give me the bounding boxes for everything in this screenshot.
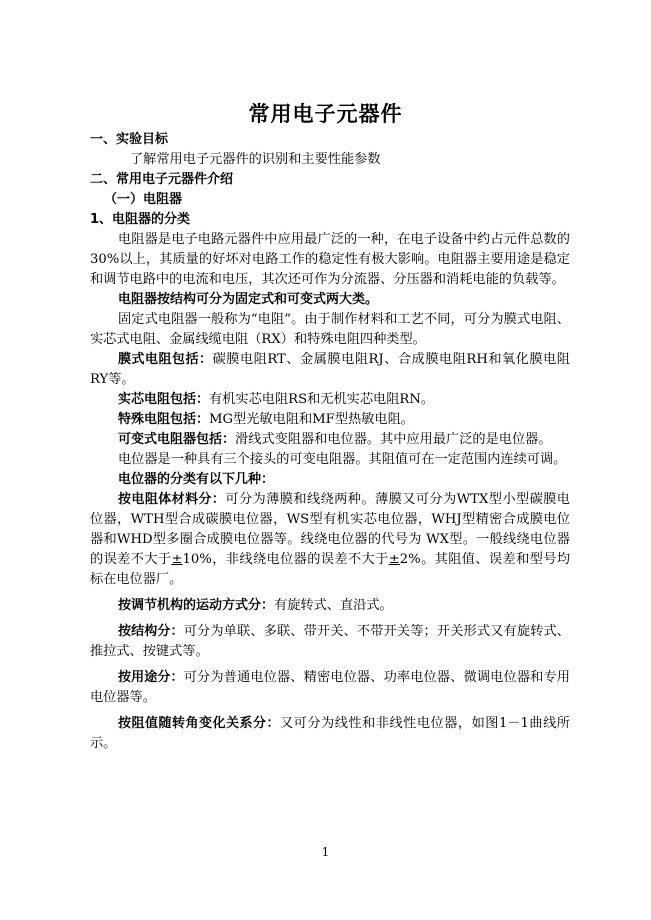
- page-number: 1: [321, 845, 330, 859]
- plus-minus-sign: ±: [388, 552, 400, 567]
- objective-text: 了解常用电子元器件的识别和主要性能参数: [130, 152, 381, 167]
- by-motion-text: 有旋转式、直沿式。: [274, 598, 393, 613]
- document-body: [90, 130, 570, 754]
- paragraph-potentiometer: 电位器是一种具有三个接头的可变电阻器。其阻值可在一定范围内连续可调。: [118, 452, 567, 467]
- paragraph-structure: [90, 290, 570, 310]
- by-structure-label: 按结构分：: [118, 624, 184, 639]
- paragraph-film-resistor: [90, 350, 570, 390]
- by-curve-label: 按阻值随转角变化关系分：: [118, 716, 280, 731]
- by-structure-text: 可分为单联、多联、带开关、不带开关等；开关形式又有旋转式、推拉式、按键式等。: [90, 624, 570, 659]
- film-resistor-label: 膜式电阻包括：: [118, 352, 213, 367]
- by-usage-text: 可分为普通电位器、精密电位器、功率电位器、微调电位器和专用电位器等。: [90, 670, 570, 705]
- page-title: 常用电子元器件: [248, 102, 403, 126]
- paragraph-solid-resistor: [90, 390, 570, 410]
- variable-resistor-label: 可变式电阻器包括：: [118, 432, 236, 447]
- subsection-heading-classification: 1、电阻器的分类: [90, 212, 191, 227]
- section-heading-objective: 一、实验目标: [90, 132, 169, 147]
- special-resistor-text: MG型光敏电阻和MF型热敏电阻。: [209, 412, 414, 427]
- structure-statement: 电阻器按结构可分为固定式和可变式两大类。: [118, 292, 379, 307]
- paragraph-by-motion: [90, 596, 570, 616]
- film-resistor-text: 碳膜电阻RT、金属膜电阻RJ、合成膜电阻RH和氧化膜电阻RY等。: [90, 352, 570, 387]
- section-heading-introduction: 二、常用电子元器件介绍: [90, 172, 234, 187]
- by-material-label: 按电阻体材料分：: [118, 492, 226, 507]
- subsection-heading-resistor: （一）电阻器: [104, 192, 183, 207]
- by-usage-label: 按用途分：: [118, 670, 184, 685]
- paragraph-by-structure: [90, 622, 570, 662]
- paragraph-by-curve: [90, 714, 570, 754]
- special-resistor-label: 特殊电阻包括：: [118, 412, 210, 427]
- paragraph-potentiometer-types: [90, 470, 570, 490]
- paragraph-by-material: [90, 490, 570, 590]
- paragraph-variable-resistor: [90, 430, 570, 450]
- by-material-text-a: 可分为薄膜和线绕两种。薄膜又可分为WTX型小型碳膜电位器，WTH型合成碳膜电位器，WS型有机实芯电位器，WHJ型精密合成膜电位器和WHD型多圈合成膜电位器等。线绕电位器的代号为 WX型。一般线绕电位器的误差不大于: [90, 492, 570, 567]
- paragraph-resistor-intro: 电阻器是电子电路元器件中应用最广泛的一种，在电子设备中约占元件总数的30%以上，其质量的好坏对电路工作的稳定性有极大影响。电阻器主要用途是稳定和调节电路中的电流和电压，其次还可作为分流器、分压器和消耗电能的负载等。: [90, 232, 570, 287]
- paragraph-by-usage: [90, 668, 570, 708]
- variable-resistor-text: 滑线式变阻器和电位器。其中应用最广泛的是电位器。: [235, 432, 552, 447]
- by-motion-label: 按调节机构的运动方式分：: [118, 598, 275, 613]
- by-material-text-c: 2%。其阻值、误差和型号均标在电位器厂。: [90, 552, 571, 587]
- paragraph-fixed-resistor: 固定式电阻器一般称为“电阻”。由于制作材料和工艺不同，可分为膜式电阻、实芯式电阻、金属线缆电阻（RX）和特殊电阻四种类型。: [90, 312, 570, 347]
- by-material-text-b: 10%，非线绕电位器的误差不大于: [182, 552, 389, 567]
- solid-resistor-label: 实芯电阻包括：: [118, 392, 210, 407]
- paragraph-special-resistor: [90, 410, 570, 430]
- potentiometer-types-heading: 电位器的分类有以下几种：: [118, 472, 275, 487]
- by-curve-text: 又可分为线性和非线性电位器，如图1－1曲线所示。: [90, 716, 570, 751]
- plus-minus-sign: ±: [171, 552, 183, 567]
- solid-resistor-text: 有机实芯电阻RS和无机实芯电阻RN。: [209, 392, 435, 407]
